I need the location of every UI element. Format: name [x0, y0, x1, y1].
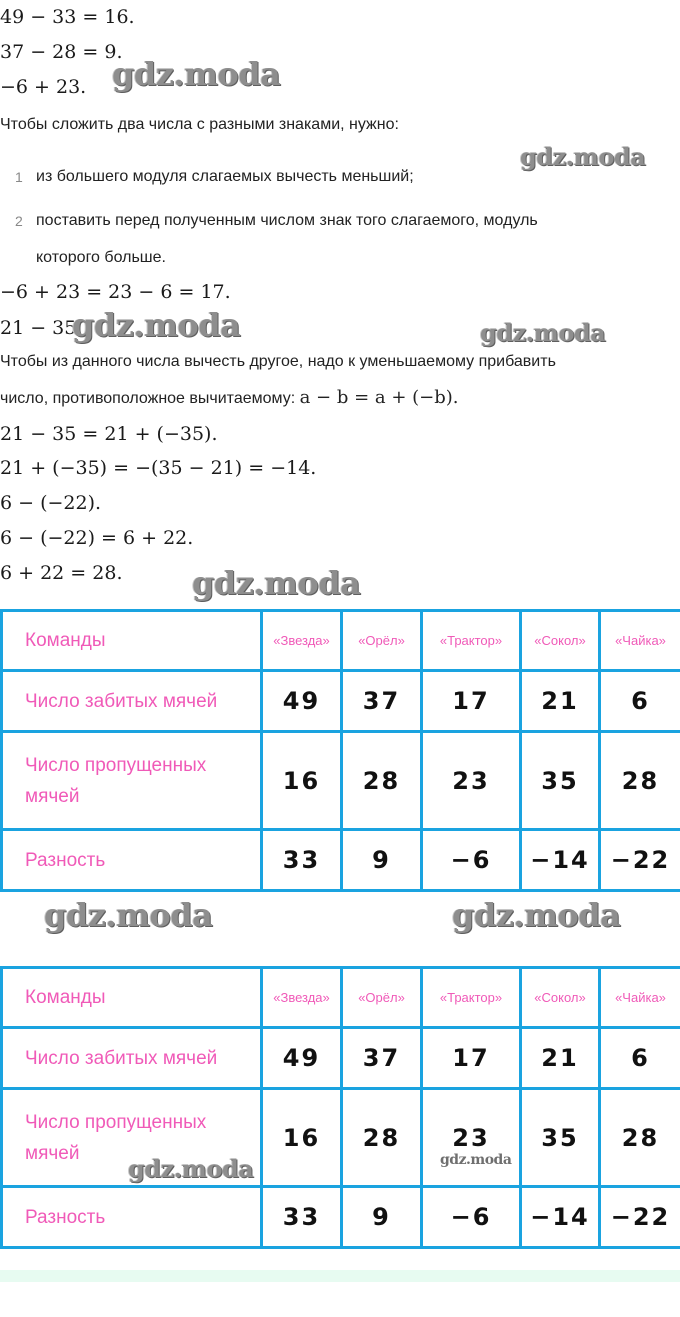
table-cell: −6 [422, 830, 521, 891]
team-name: «Сокол» [521, 968, 600, 1028]
math-line-5: 21 − 35. [0, 317, 83, 339]
table-cell: −6 [422, 1187, 521, 1248]
row-label: Разность [2, 1187, 262, 1248]
header-label: Команды [2, 968, 262, 1028]
rule-intro: Чтобы сложить два числа с разными знаками, нужно: [0, 116, 399, 133]
table-cell: 21 [521, 671, 600, 732]
score-table-1 [0, 609, 680, 892]
table-cell: 49 [262, 671, 342, 732]
math-line-8: 6 − (−22). [0, 492, 102, 514]
table-cell: 33 [262, 830, 342, 891]
table-cell: 37 [342, 671, 422, 732]
row-label [2, 732, 262, 830]
watermark: gdz.moda [480, 318, 606, 347]
row-label: Число забитых мячей [2, 671, 262, 732]
table-cell: 16 [262, 1089, 342, 1187]
watermark: gdz.moda [72, 306, 241, 344]
watermark: gdz.moda [192, 564, 361, 602]
list-number: 1 [15, 169, 23, 185]
table-cell: 17 [422, 671, 521, 732]
row-label-line-1: Число пропущенных [25, 1111, 207, 1133]
row-label-line-1: Число пропущенных [25, 754, 207, 776]
team-name: «Трактор» [422, 611, 521, 671]
team-name: «Чайка» [600, 611, 680, 671]
list-item: поставить перед полученным числом знак того слагаемого, модуль [36, 212, 538, 229]
watermark: gdz.moda [452, 896, 621, 934]
rule-2-line-1: Чтобы из данного числа вычесть другое, надо к уменьшаемому прибавить [0, 353, 556, 370]
table-cell: 35 [521, 1089, 600, 1187]
table-cell: 33 [262, 1187, 342, 1248]
table-cell: 37 [342, 1028, 422, 1089]
score-table-2 [0, 966, 680, 1249]
table-cell: 23 [422, 1089, 521, 1187]
team-name: «Сокол» [521, 611, 600, 671]
team-name: «Звезда» [262, 611, 342, 671]
math-line-7: 21 + (−35) = −(35 − 21) = −14. [0, 457, 317, 479]
math-line-2: 37 − 28 = 9. [0, 41, 123, 63]
list-number: 2 [15, 213, 23, 229]
team-name: «Чайка» [600, 968, 680, 1028]
math-line-1: 49 − 33 = 16. [0, 6, 135, 28]
watermark: gdz.moda [128, 1154, 254, 1183]
header-label: Команды [2, 611, 262, 671]
table-cell: 35 [521, 732, 600, 830]
table-cell: 9 [342, 830, 422, 891]
table-cell: 17 [422, 1028, 521, 1089]
row-label: Число забитых мячей [2, 1028, 262, 1089]
list-item-continued: которого больше. [36, 249, 166, 266]
team-name: «Орёл» [342, 968, 422, 1028]
table-cell: −22 [600, 830, 680, 891]
table-cell: 16 [262, 732, 342, 830]
rule-2-line-2 [0, 387, 459, 410]
math-line-9: 6 − (−22) = 6 + 22. [0, 527, 194, 549]
table-cell: −22 [600, 1187, 680, 1248]
table-cell: −14 [521, 830, 600, 891]
list-item: из большего модуля слагаемых вычесть меньший; [36, 168, 414, 185]
table-cell: 28 [600, 1089, 680, 1187]
table-cell: −14 [521, 1187, 600, 1248]
table-cell: 49 [262, 1028, 342, 1089]
table-cell: 21 [521, 1028, 600, 1089]
table-cell: 6 [600, 1028, 680, 1089]
rule-2-formula: a − b = a + (−b). [299, 387, 459, 408]
rule-2-text: число, противоположное вычитаемому: [0, 390, 300, 407]
table-cell: 28 [342, 1089, 422, 1187]
table-cell: 28 [342, 732, 422, 830]
watermark: gdz.moda [112, 55, 281, 93]
math-line-6: 21 − 35 = 21 + (−35). [0, 423, 218, 445]
math-line-3: −6 + 23. [0, 76, 87, 98]
table-cell: 28 [600, 732, 680, 830]
watermark: gdz.moda [440, 1152, 512, 1168]
watermark: gdz.moda [520, 142, 646, 171]
row-label-line-2: мячей [25, 785, 80, 807]
team-name: «Звезда» [262, 968, 342, 1028]
team-name: «Орёл» [342, 611, 422, 671]
team-name: «Трактор» [422, 968, 521, 1028]
row-label: Разность [2, 830, 262, 891]
watermark: gdz.moda [44, 896, 213, 934]
math-line-10: 6 + 22 = 28. [0, 562, 123, 584]
table-cell: 23 [422, 732, 521, 830]
row-label-line-2: мячей [25, 1142, 80, 1164]
table-cell: 6 [600, 671, 680, 732]
table-cell: 9 [342, 1187, 422, 1248]
math-line-4: −6 + 23 = 23 − 6 = 17. [0, 281, 231, 303]
footer-bar [0, 1270, 680, 1282]
